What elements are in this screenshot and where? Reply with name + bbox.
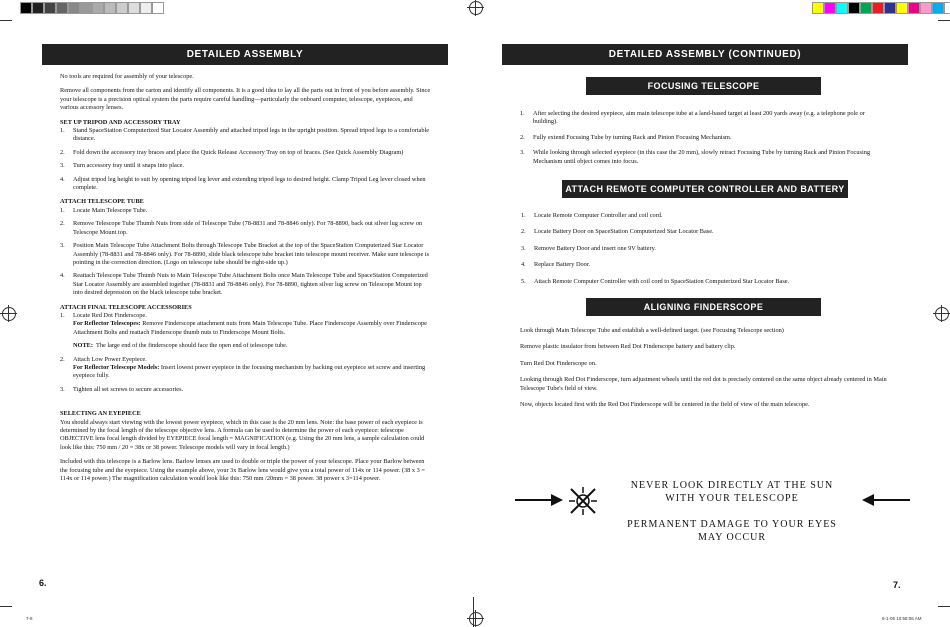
sun-warning-text: NEVER LOOK DIRECTLY AT THE SUN WITH YOUR TELESCOPE PERMANENT DAMAGE TO YOUR EYES MAY OCCUR bbox=[627, 480, 837, 543]
list-item: 4. Reattach Telescope Tube Thumb Nuts to Main Telescope Tube Attachment Bolts once Main Telescope Tube and SpaceStation Computerized Star Locator Assembly are assembled together (78-8831 and 78-8846 only). For 78-8890, tighten silver lug screw on Telescope Mount top into desired depression on the black telescope tube bracket. bbox=[60, 272, 428, 297]
registration-mark-right bbox=[935, 307, 949, 321]
list-item: 2. Locate Battery Door on SpaceStation Computerized Star Locator Base. bbox=[521, 228, 714, 236]
aligning-body bbox=[520, 327, 890, 409]
align-paragraph: Now, objects located first with the Red Dot Finderscope will be centered in the field of view of the main telescope. bbox=[520, 401, 810, 409]
left-section-header: DETAILED ASSEMBLY bbox=[42, 44, 448, 65]
registration-mark-left bbox=[2, 307, 16, 321]
intro-paragraph: No tools are required for assembly of your telescope. bbox=[60, 73, 194, 80]
align-paragraph: Look through Main Telescope Tube and establish a well-defined target. (see Focusing Telescope section) bbox=[520, 327, 784, 334]
list-item: 3. Turn accessory tray until it snaps into place. bbox=[60, 162, 184, 170]
focusing-header: FOCUSING TELESCOPE bbox=[586, 77, 821, 95]
left-page-number: 6. bbox=[39, 578, 47, 588]
accessories-title: ATTACH FINAL TELESCOPE ACCESSORIES bbox=[60, 303, 192, 311]
list-item: 1. Locate Red Dot Finderscope. For Reflector Telescopes: Remove Finderscope attachment nuts from Main Telescope Tube. Place Finderscope Assembly over Finderscope Attachment Bolts and reattach Finderscope thumb nuts to Finderscope Mount Bolts. NOTE: The large end of the finderscope should face the open end of telescope tube. bbox=[60, 311, 427, 350]
intro-paragraph: Remove all components from the carton and identify all components. It is a good idea to lay all the parts out in front of you before assembly. Since your telescope is a precision optical system the parts require careful handling—particularly the onboard computer, telescope, eyepieces, and various accessory lenses. bbox=[60, 87, 431, 112]
align-paragraph: Remove plastic insulator from between Red Dot Finderscope battery and battery clip. bbox=[520, 343, 736, 351]
left-slug: 7-8 bbox=[26, 616, 33, 621]
arrow-left-icon bbox=[862, 494, 910, 506]
list-item: 2. Fully extend Focusing Tube by turning Rack and Pinion Focusing Mechanism. bbox=[520, 133, 732, 141]
color-swatch-bar bbox=[812, 2, 950, 14]
list-item: 2. Attach Low Power Eyepiece. For Reflector Telescope Models: Insert lowest power eyepiece in the focusing mechanism by backing out eyepiece set screw and inserting eyepiece fully. bbox=[60, 355, 426, 380]
right-slug: 6-1-05 10:58:06 AM bbox=[882, 616, 922, 621]
crop-mark bbox=[0, 20, 12, 21]
list-item: 4. Adjust tripod leg height to suit by opening tripod leg lever and extending tripod legs to desired height. Clamp Tripod Leg lever closed when complete. bbox=[60, 175, 426, 192]
align-paragraph: Turn Red Dot Finderscope on. bbox=[520, 359, 597, 367]
tripod-title: SET UP TRIPOD AND ACCESSORY TRAY bbox=[60, 118, 181, 126]
eyepiece-paragraph: You should always start viewing with the lowest power eyepiece, which in this case is the 20 mm lens. Note: the base power of each eyepiece is determined by the focal length of the telescope objective lens. A formula can be used to determine the power of each eyepiece: telescope OBJECTIVE lens focal length divided by EYEPIECE focal length = MAGNIFICATION (e.g. Using the 20 mm lens, a sample calculation could look like this: 750 mm / 20 = 38x or 38 power. Telescope models will vary in focal length.) bbox=[60, 418, 425, 451]
list-item: 3. Position Main Telescope Tube Attachment Bolts through Telescope Tube Bracket at the top of the SpaceStation Computerized Star Locator Assembly (78-8831 and 78-8846 only). For 78-8890, slide black telescope tube bracket into telescope mount receiver. Make sure telescope is pointing in the correction direction. (Logo on telescope tube should be right-side up.) bbox=[60, 242, 430, 266]
align-paragraph: Looking through Red Dot Finderscope, turn adjustment wheels until the red dot is precisely centered on the same object already centered in Main Telescope Tube's field of view. bbox=[520, 376, 887, 392]
list-item: 1. After selecting the desired eyepiece, aim main telescope tube at a land-based target at least 200 yards away (e.g. a telephone pole or building). bbox=[520, 110, 865, 126]
eyepiece-title: SELECTING AN EYEPIECE bbox=[60, 410, 141, 418]
list-item: 2. Fold down the accessory tray braces and place the Quick Release Accessory Tray on top of braces. (See Quick Assembly Diagram) bbox=[60, 148, 404, 156]
aligning-header: ALIGNING FINDERSCOPE bbox=[586, 298, 821, 316]
list-item: 3. While looking through selected eyepiece (in this case the 20 mm), slowly retract Focusing Tube by turning Rack and Pinion Focusing Mechanism until object comes into focus. bbox=[520, 149, 870, 165]
list-item: 3. Remove Battery Door and insert one 9V battery. bbox=[521, 244, 656, 252]
focusing-steps bbox=[520, 110, 890, 166]
registration-mark-top bbox=[469, 1, 483, 15]
tube-title: ATTACH TELESCOPE TUBE bbox=[60, 198, 144, 206]
remote-header: ATTACH REMOTE COMPUTER CONTROLLER AND BATTERY bbox=[562, 180, 848, 198]
list-item: 3. Tighten all set screws to secure accessories. bbox=[60, 385, 184, 393]
list-item: 1. Locate Remote Computer Controller and coil cord. bbox=[521, 212, 663, 219]
right-section-header: DETAILED ASSEMBLY (CONTINUED) bbox=[502, 44, 908, 65]
registration-mark-bottom bbox=[469, 612, 483, 626]
sun-warning-icon bbox=[568, 486, 598, 516]
list-item: 5. Attach Remote Computer Controller with coil cord to SpaceStation Computerized Star Locator Base. bbox=[521, 277, 790, 285]
list-item: 4. Replace Battery Door. bbox=[521, 261, 591, 269]
crop-mark bbox=[0, 606, 12, 607]
barlow-paragraph: Included with this telescope is a Barlow lens. Barlow lenses are used to double or triple the power of your telescope. Place your Barlow between the focusing tube and the eyepiece. Using the example above, your 3x Barlow lens would give you a total power of 114x or 114 power. (38 x 3 = 114x or 114 power.) The magnification calculation would look like this: 750 mm /20mm = 38 power. 38 power x 3=114 power. bbox=[60, 458, 425, 483]
arrow-right-icon bbox=[515, 494, 563, 506]
crop-mark bbox=[473, 597, 474, 627]
list-item: 2. Remove Telescope Tube Thumb Nuts from side of Telescope Tube (78-8831 and 78-8846 only). For 78-8890, back out silver lug screw on Telescope Mount top. bbox=[60, 220, 423, 236]
list-item: 1. Stand SpaceStation Computerized Star Locator Assembly and attached tripod legs in the upright position. Spread tripod legs to a comfortable distance. bbox=[60, 127, 430, 143]
remote-steps bbox=[521, 212, 891, 286]
grey-swatch-bar bbox=[20, 2, 164, 14]
list-item: 1. Locate Main Telescope Tube. bbox=[60, 206, 148, 214]
crop-mark bbox=[938, 20, 950, 21]
crop-mark bbox=[938, 606, 950, 607]
left-body bbox=[60, 73, 432, 483]
right-page-number: 7. bbox=[893, 580, 901, 590]
